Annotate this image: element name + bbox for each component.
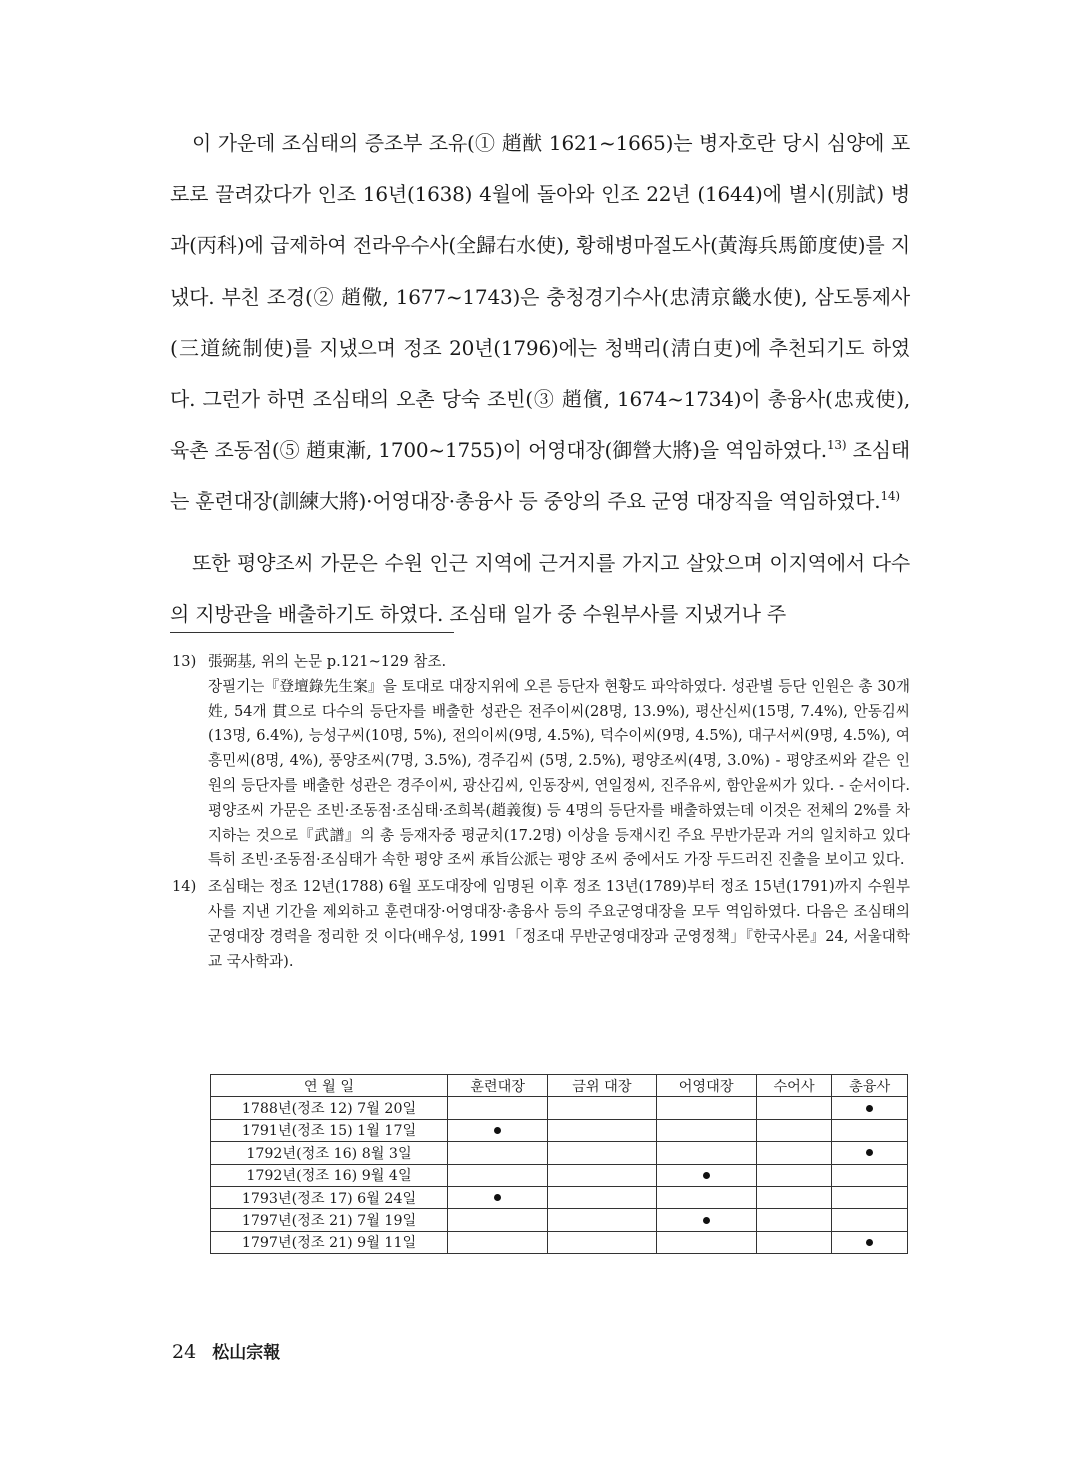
- paragraph-1: [170, 118, 910, 528]
- mark-cell: [832, 1142, 908, 1164]
- date-cell: 1793년(정조 17) 6월 24일: [211, 1186, 448, 1208]
- mark-cell: [756, 1164, 832, 1186]
- table-header-cell: 연 월 일: [211, 1075, 448, 1097]
- mark-cell: [448, 1231, 548, 1253]
- date-cell: 1797년(정조 21) 9월 11일: [211, 1231, 448, 1253]
- mark-cell: [756, 1186, 832, 1208]
- paragraph-1-text-a: 이 가운데 조심태의 증조부 조유(① 趙猷 1621~1665)는 병자호란 당시 심양에 포로로 끌려갔다가 인조 16년(1638) 4월에 돌아와 인조 22년 (1644)에 별시(別試) 병과(丙科)에 급제하여 전라우수사(全歸右水使), 황해병마절도사(黃海兵馬節度使)를 지냈다. 부친 조경(② 趙儆, 1677~1743)은 충청경기수사(忠淸京畿水使), 삼도통제사(三道統制使)를 지냈으며 정조 20년(1796)에는 청백리(淸白吏)에 추천되기도 하였다. 그런가 하면 조심태의 오촌 당숙 조빈(③ 趙儐, 1674~1734)이 총융사(忠戎使), 육촌 조동점(⑤ 趙東漸, 1700~1755)이 어영대장(御營大將)을 역임하였다.: [170, 131, 910, 463]
- date-cell: 1792년(정조 16) 8월 3일: [211, 1142, 448, 1164]
- date-cell: 1797년(정조 21) 7월 19일: [211, 1209, 448, 1231]
- mark-cell: [832, 1186, 908, 1208]
- filled-dot-icon: [866, 1149, 873, 1156]
- mark-cell: [656, 1231, 756, 1253]
- mark-cell: [656, 1186, 756, 1208]
- mark-cell: [756, 1231, 832, 1253]
- mark-cell: [448, 1097, 548, 1119]
- mark-cell: [656, 1097, 756, 1119]
- footnote-ref-14[interactable]: 14): [880, 489, 900, 504]
- mark-cell: [756, 1142, 832, 1164]
- mark-cell: [548, 1231, 656, 1253]
- paragraph-1-text-b: 조심태는 훈련대장(訓練大將)·어영대장·총융사 등 중앙의 주요 군영 대장직을 역임하였다.: [170, 438, 910, 514]
- mark-cell: [448, 1209, 548, 1231]
- mark-cell: [756, 1119, 832, 1141]
- mark-cell: [832, 1231, 908, 1253]
- filled-dot-icon: [703, 1217, 710, 1224]
- table-row: [211, 1119, 908, 1141]
- footnote-separator: [170, 632, 454, 633]
- footnote-number: 14): [172, 878, 197, 896]
- mark-cell: [832, 1119, 908, 1141]
- table-row: [211, 1097, 908, 1119]
- page-footer: [172, 1338, 280, 1363]
- date-cell: 1792년(정조 16) 9월 4일: [211, 1164, 448, 1186]
- table-header-cell: 어영대장: [656, 1075, 756, 1097]
- mark-cell: [656, 1209, 756, 1231]
- mark-cell: [756, 1097, 832, 1119]
- table-body: [211, 1097, 908, 1254]
- career-table: [210, 1074, 908, 1254]
- mark-cell: [548, 1209, 656, 1231]
- mark-cell: [832, 1164, 908, 1186]
- mark-cell: [656, 1142, 756, 1164]
- mark-cell: [756, 1209, 832, 1231]
- footnotes: [172, 650, 910, 976]
- table-row: [211, 1186, 908, 1208]
- footnote-14: [172, 875, 910, 974]
- date-cell: 1788년(정조 12) 7월 20일: [211, 1097, 448, 1119]
- table-header-cell: 훈련대장: [448, 1075, 548, 1097]
- filled-dot-icon: [494, 1127, 501, 1134]
- table-row: [211, 1142, 908, 1164]
- mark-cell: [548, 1119, 656, 1141]
- table-header-row: [211, 1075, 908, 1097]
- table-row: [211, 1164, 908, 1186]
- filled-dot-icon: [494, 1194, 501, 1201]
- table-header-cell: 금위 대장: [548, 1075, 656, 1097]
- mark-cell: [548, 1164, 656, 1186]
- table-row: [211, 1231, 908, 1253]
- mark-cell: [448, 1142, 548, 1164]
- mark-cell: [548, 1186, 656, 1208]
- mark-cell: [448, 1119, 548, 1141]
- filled-dot-icon: [866, 1239, 873, 1246]
- footnote-line: 張弼基, 위의 논문 p.121~129 참조.: [208, 653, 447, 670]
- paragraph-2: 또한 평양조씨 가문은 수원 인근 지역에 근거지를 가지고 살았으며 이지역에서 다수의 지방관을 배출하기도 하였다. 조심태 일가 중 수원부사를 지냈거나 주: [170, 550, 910, 626]
- mark-cell: [656, 1164, 756, 1186]
- mark-cell: [448, 1164, 548, 1186]
- filled-dot-icon: [703, 1172, 710, 1179]
- footnote-line: 장필기는『登壇錄先生案』을 토대로 대장지위에 오른 등단자 현황도 파악하였다. 성관별 등단 인원은 총 30개 姓, 54개 貫으로 다수의 등단자를 배출한 성관은 전주이씨(28명, 13.9%), 평산신씨(15명, 7.4%), 안동김씨(13명, 6.4%), 능성구씨(10명, 5%), 전의이씨(9명, 4.5%), 덕수이씨(9명, 4.5%), 대구서씨(9명, 4.5%), 여흥민씨(8명, 4%), 풍양조씨(7명, 3.5%), 경주김씨 (5명, 2.5%), 평양조씨(4명, 3.0%) - 평양조씨와 같은 인원의 등단자를 배출한 성관은 경주이씨, 광산김씨, 인동장씨, 연일정씨, 진주유씨, 함안윤씨가 있다. - 순서이다. 평양조씨 가문은 조빈·조동점·조심태·조희복(趙義復) 등 4명의 등단자를 배출하였는데 이것은 전체의 2%를 차지하는 것으로『武譜』의 총 등재자중 평균치(17.2명) 이상을 등재시킨 주요 무반가문과 거의 일치하고 있다 특히 조빈·조동점·조심태가 속한 평양 조씨 承旨公派는 평양 조씨 중에서도 가장 두드러진 진출을 보이고 있다.: [208, 677, 910, 869]
- filled-dot-icon: [866, 1105, 873, 1112]
- main-body-text: [170, 118, 910, 640]
- journal-name: 松山宗報: [212, 1343, 281, 1363]
- footnote-13: [172, 650, 910, 873]
- mark-cell: [448, 1186, 548, 1208]
- mark-cell: [832, 1209, 908, 1231]
- mark-cell: [548, 1142, 656, 1164]
- footnote-number: 13): [172, 653, 197, 670]
- mark-cell: [548, 1097, 656, 1119]
- footnote-ref-13[interactable]: 13): [826, 438, 847, 453]
- date-cell: 1791년(정조 15) 1월 17일: [211, 1119, 448, 1141]
- page-number: 24: [172, 1341, 197, 1363]
- mark-cell: [832, 1097, 908, 1119]
- table-header-cell: 총융사: [832, 1075, 908, 1097]
- table-header-cell: 수어사: [756, 1075, 832, 1097]
- footnote-line: 조심태는 정조 12년(1788) 6월 포도대장에 임명된 이후 정조 13년(1789)부터 정조 15년(1791)까지 수원부사를 지낸 기간을 제외하고 훈련대장·어영대장·총융사 등의 주요군영대장을 모두 역임하였다. 다음은 조심태의 군영대장 경력을 정리한 것 이다(배우성, 1991「정조대 무반군영대장과 군영정책」『한국사론』24, 서울대학교 국사학과).: [208, 878, 910, 970]
- table-row: [211, 1209, 908, 1231]
- mark-cell: [656, 1119, 756, 1141]
